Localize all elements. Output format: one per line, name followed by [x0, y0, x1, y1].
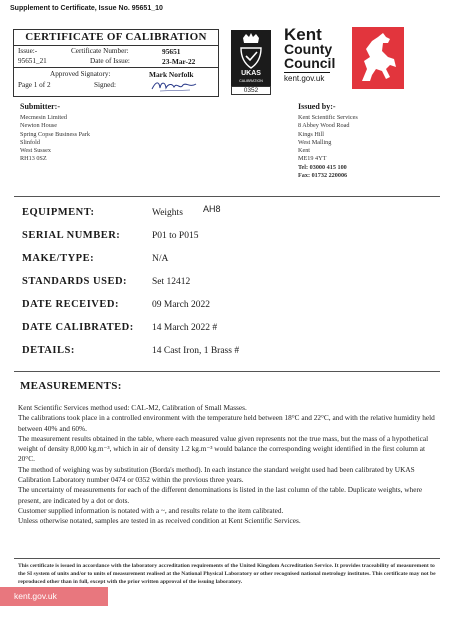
cert-number-label: Certificate Number: [71, 47, 129, 55]
ukas-label: UKAS [241, 70, 261, 77]
approved-signatory-label: Approved Signatory: [50, 70, 111, 78]
address-line: Spring Copse Business Park [20, 130, 90, 138]
equipment-note: AH8 [203, 204, 221, 214]
accreditation-note: This certificate is issued in accordance with the laboratory accreditation requirements of the United Kingdom Accreditation Service. It provides traceability of measurement to the SI system of units and/or to units of measurement realised at the National Physical Laboratory or other recognised national metrology institutes. This certificate may not be reproduced other than in full, except with the prior written approval of the issuing laboratory. [18, 563, 436, 585]
address-line: Kings Hill [298, 130, 324, 138]
issue-value: 95651_21 [18, 57, 47, 65]
submitter-heading: Submitter:- [20, 102, 60, 111]
crown-tick-icon [231, 30, 271, 86]
ukas-sublabel: CALIBRATION [239, 79, 263, 83]
standards-used-value: Set 12412 [152, 277, 191, 287]
cert-number-value: 95651 [162, 47, 181, 56]
page-indicator: Page 1 of 2 [18, 81, 51, 89]
logo-line-council: Council [284, 55, 336, 71]
measurement-paragraph: Customer supplied information is notated with a ~, and results relate to the item calibrated. [18, 505, 284, 515]
address-line: 8 Abbey Wood Road [298, 122, 350, 130]
divider [14, 558, 440, 559]
certificate-box [13, 29, 219, 97]
ukas-lab-number: 0352 [231, 86, 271, 95]
address-line: West Sussex [20, 147, 51, 155]
date-calibrated-value: 14 March 2022 # [152, 323, 218, 333]
address-line: Kent Scientific Services [298, 114, 358, 121]
kent-horse-icon [352, 27, 404, 89]
issuer-tel: Tel: 03000 415 100 [298, 163, 347, 171]
supplement-header: Supplement to Certificate, Issue No. 95651_10 [10, 5, 163, 12]
divider [14, 371, 440, 372]
date-calibrated-label: DATE CALIBRATED: [22, 322, 134, 333]
divider [284, 72, 330, 73]
ukas-accreditation-mark [231, 30, 271, 90]
address-line: RH13 0SZ [20, 155, 47, 163]
address-line: ME19 4YT [298, 155, 327, 163]
measurements-text [18, 403, 436, 527]
make-type-label: MAKE/TYPE: [22, 253, 95, 264]
address-line: Mecmesin Limited [20, 114, 67, 121]
issuer-fax: Fax: 01732 220006 [298, 172, 348, 180]
approved-signatory-value: Mark Norfolk [149, 70, 194, 79]
measurement-paragraph: Kent Scientific Services method used: CAL-M2, Calibration of Small Masses. [18, 403, 247, 412]
divider [14, 45, 218, 46]
kent-county-council-logo [284, 27, 404, 97]
logo-line-county: County [284, 41, 333, 57]
certificate-title: CERTIFICATE OF CALIBRATION [25, 31, 207, 43]
address-line: Kent [298, 147, 311, 155]
signed-label: Signed: [94, 81, 116, 89]
address-line: West Malling [298, 138, 332, 146]
serial-number-value: P01 to P015 [152, 231, 199, 241]
equipment-label: EQUIPMENT: [22, 207, 95, 218]
issue-label: Issue:- [18, 47, 38, 55]
equipment-value: Weights [152, 208, 183, 218]
measurement-paragraph: The measurement results obtained in the table, where each measured value given represents not the true mass, but the mass of a hypothetical weight of density 8,000 kg.m⁻³, which in air of density 1.2 kg.m⁻³ would balance the corresponding weight identified in the first column at 20°C. [18, 433, 429, 464]
measurement-paragraph: The calibrations took place in a controlled environment with the temperature held between 18°C and 22°C, and with the relative humidity held between 40% and 60%. [18, 413, 435, 433]
divider [14, 67, 218, 68]
measurement-paragraph: Unless otherwise notated, samples are tested in as received condition at Kent Scientific Services. [18, 516, 301, 526]
details-value: 14 Cast Iron, 1 Brass # [152, 346, 240, 356]
divider [14, 196, 440, 197]
issuer-heading: Issued by:- [298, 102, 336, 111]
address-line: Newton House [20, 122, 57, 130]
footer-url-link[interactable]: kent.gov.uk [14, 591, 57, 601]
logo-line-kent: Kent [284, 25, 322, 44]
standards-used-label: STANDARDS USED: [22, 276, 128, 287]
serial-number-label: SERIAL NUMBER: [22, 230, 121, 241]
date-of-issue-value: 23-Mar-22 [162, 57, 196, 66]
date-received-value: 09 March 2022 [152, 300, 211, 310]
measurements-heading: MEASUREMENTS: [20, 380, 122, 392]
measurement-paragraph: The method of weighing was by substitution (Borda's method). In each instance the standard weight used had been calibrated by UKAS Calibration Laboratory number 0474 or 0352 within the previous three years. [18, 464, 415, 485]
signature-graphic [150, 78, 198, 94]
make-type-value: N/A [152, 254, 169, 264]
submitter-address [20, 114, 90, 164]
logo-url: kent.gov.uk [284, 74, 325, 83]
address-line: Slinfold [20, 138, 40, 146]
measurement-paragraph: The uncertainty of measurements for each of the different denominations is listed in the last column of the table. Duplicate weights, where present, are indicated by a dot or dots. [18, 485, 423, 505]
details-label: DETAILS: [22, 345, 75, 356]
date-received-label: DATE RECEIVED: [22, 299, 119, 310]
issuer-address [298, 114, 358, 180]
date-of-issue-label: Date of Issue: [90, 57, 130, 65]
